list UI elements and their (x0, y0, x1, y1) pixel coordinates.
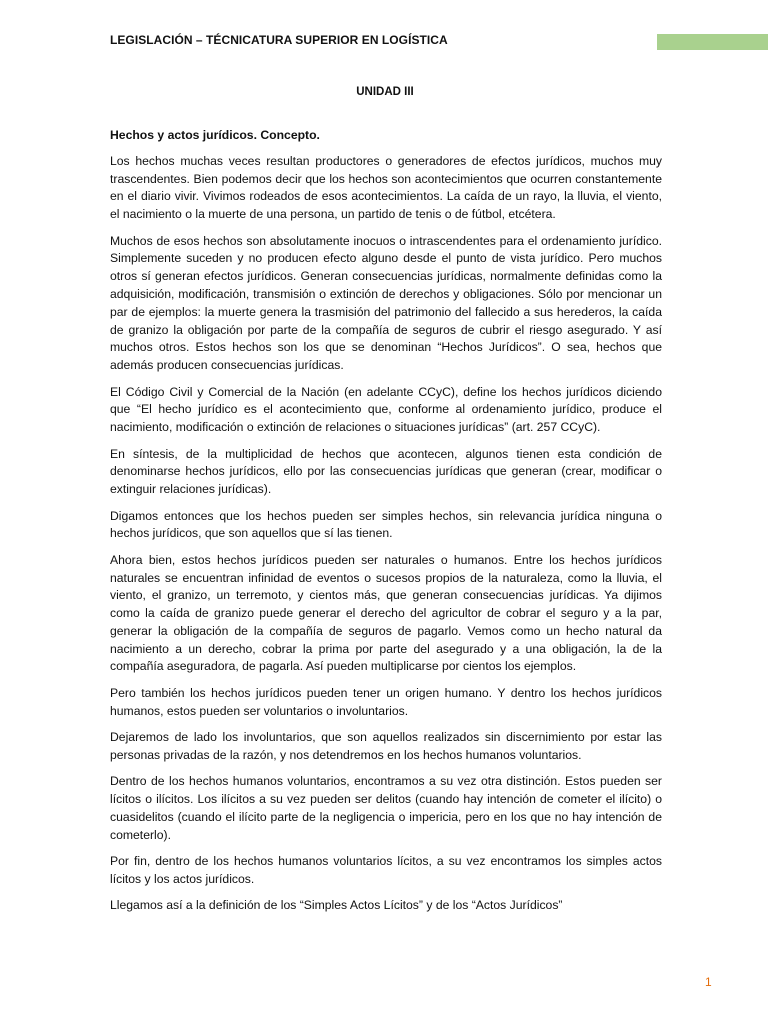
page-number: 1 (705, 975, 712, 989)
unit-title: UNIDAD III (356, 86, 414, 98)
paragraph: El Código Civil y Comercial de la Nación (en adelante CCyC), define los hechos jurídicos diciendo que “El hecho jurídico es el acontecimiento que, conforme al ordenamiento jurídico, produce el nacimiento, modificación o extinción de relaciones o situaciones jurídicas” (art. 257 CCyC). (110, 384, 662, 435)
paragraph: Los hechos muchas veces resultan productores o generadores de efectos jurídicos, muchos muy trascendentes. Bien podemos decir que los hechos son acontecimientos que ocurren constantemente en el diario vivir. Vivimos rodeados de esos acontecimientos. La caída de un rayo, la lluvia, el viento, el nacimiento o la muerte de una persona, un partido de tenis o de fútbol, etcétera. (110, 153, 662, 222)
paragraph: Muchos de esos hechos son absolutamente inocuos o intrascendentes para el ordenamiento jurídico. Simplemente suceden y no producen efecto alguno desde el punto de vista jurídico. Pero muchos otros sí generan efectos jurídicos. Generan consecuencias jurídicas, normalmente definidas como la adquisición, modificación, transmisión o extinción de derechos y obligaciones. Sólo por mencionar un par de ejemplos: la muerte genera la trasmisión del patrimonio del fallecido a sus herederos, la caída de granizo la obligación por parte de la compañía de seguros de cubrir el riesgo asegurado. Y así muchos otros. Estos hechos son los que se denominan “Hechos Jurídicos”. O sea, hechos que además producen consecuencias jurídicas. (110, 233, 662, 373)
paragraph: Ahora bien, estos hechos jurídicos pueden ser naturales o humanos. Entre los hechos jurídicos naturales se encuentran infinidad de eventos o sucesos propios de la naturaleza, como la lluvia, el viento, el granizo, un terremoto, y cientos más, que generan consecuencias jurídicas. Ya dijimos como la caída de granizo puede generar el derecho del agricultor de cobrar el seguro y a la par, generar la obligación de la compañía de seguros de pagarlo. Vemos como un hecho natural da nacimiento a un derecho, cobrar la prima por parte del asegurado y a una obligación, la de la compañía aseguradora, de pagarla. Así pueden multiplicarse por cientos los ejemplos. (110, 552, 662, 674)
document-body (110, 127, 662, 924)
paragraph: Digamos entonces que los hechos pueden ser simples hechos, sin relevancia jurídica ninguna o hechos jurídicos, que son aquellos que sí las tienen. (110, 508, 662, 541)
header-accent-bar (657, 34, 768, 50)
paragraph: Dentro de los hechos humanos voluntarios, encontramos a su vez otra distinción. Estos pueden ser lícitos o ilícitos. Los ilícitos a su vez pueden ser delitos (cuando hay intención de cometer el ilícito) o cuasidelitos (cuando el ilícito parte de la negligencia o impericia, pero en los que no hay intención de cometerlo). (110, 774, 662, 842)
paragraph: Llegamos así a la definición de los “Simples Actos Lícitos” y de los “Actos Jurídicos” (110, 898, 563, 913)
section-heading: Hechos y actos jurídicos. Concepto. (110, 128, 320, 142)
paragraph: Pero también los hechos jurídicos pueden tener un origen humano. Y dentro los hechos jurídicos humanos, estos pueden ser voluntarios o involuntarios. (110, 685, 662, 718)
paragraph: En síntesis, de la multiplicidad de hechos que acontecen, algunos tienen esta condición de denominarse hechos jurídicos, ello por las consecuencias jurídicas que generan (crear, modificar o extinguir relaciones jurídicas). (110, 446, 662, 497)
paragraph: Por fin, dentro de los hechos humanos voluntarios lícitos, a su vez encontramos los simples actos lícitos y los actos jurídicos. (110, 854, 662, 886)
document-header: LEGISLACIÓN – TÉCNICATURA SUPERIOR EN LOGÍSTICA (110, 33, 448, 47)
paragraph: Dejaremos de lado los involuntarios, que son aquellos realizados sin discernimiento por estar las personas privadas de la razón, y nos detendremos en los hechos humanos voluntarios. (110, 730, 662, 762)
